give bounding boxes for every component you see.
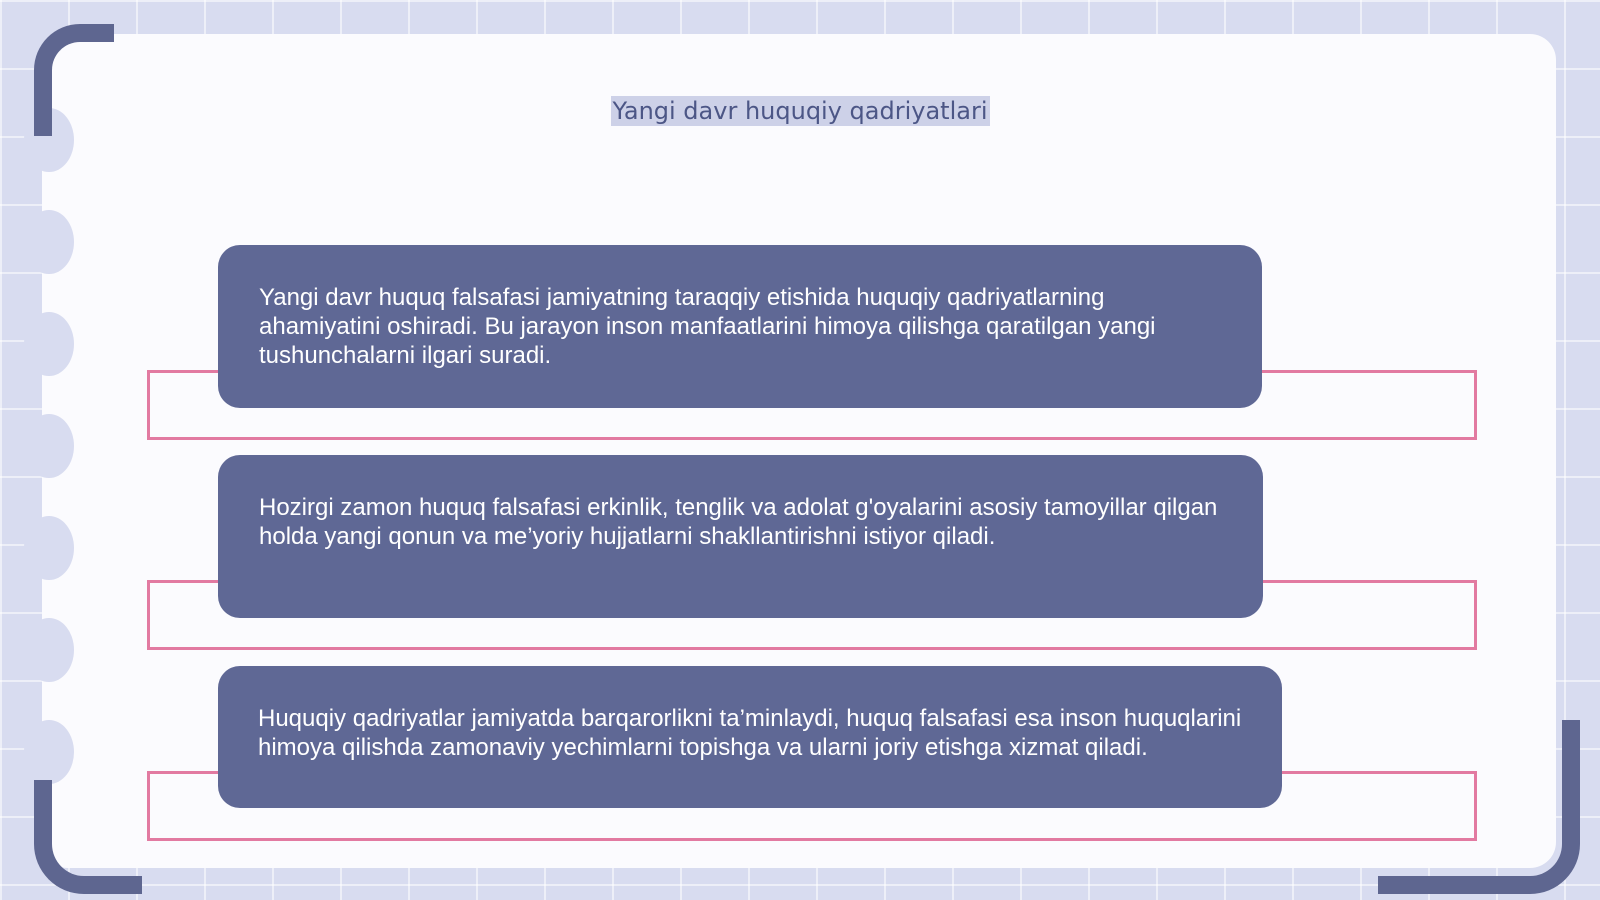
content-card-text: Hozirgi zamon huquq falsafasi erkinlik, tenglik va adolat g'oyalarini asosiy tamoyillar qilgan holda yangi qonun va me’yoriy hujjatlarni shakllantirishni istiyor qiladi. (259, 494, 1218, 550)
paper-edge-scallop (24, 516, 74, 580)
slide-title: Yangi davr huquqiy qadriyatlari (612, 97, 988, 125)
paper-edge-scallop (24, 312, 74, 376)
paper-edge-scallop (24, 720, 74, 784)
content-card-text: Yangi davr huquq falsafasi jamiyatning taraqqiy etishida huquqiy qadriyatlarning ahamiyatini oshiradi. Bu jarayon inson manfaatlarini himoya qilishga qaratilgan yangi tushunchalarni ilgari suradi. (259, 284, 1156, 369)
content-card-text: Huquqiy qadriyatlar jamiyatda barqarorlikni ta’minlaydi, huquq falsafasi esa inson huquqlarini himoya qilishda zamonaviy yechimlarni topishga va ularni joriy etishga xizmat qiladi. (258, 705, 1242, 761)
content-card-2 (218, 455, 1263, 618)
slide-title-container (0, 96, 1600, 126)
paper-edge-scallop (24, 618, 74, 682)
corner-bracket-bottom-left (34, 780, 142, 894)
paper-edge-scallop (24, 210, 74, 274)
content-card-3 (218, 666, 1282, 808)
content-card-1 (218, 245, 1262, 408)
paper-edge-scallop (24, 414, 74, 478)
